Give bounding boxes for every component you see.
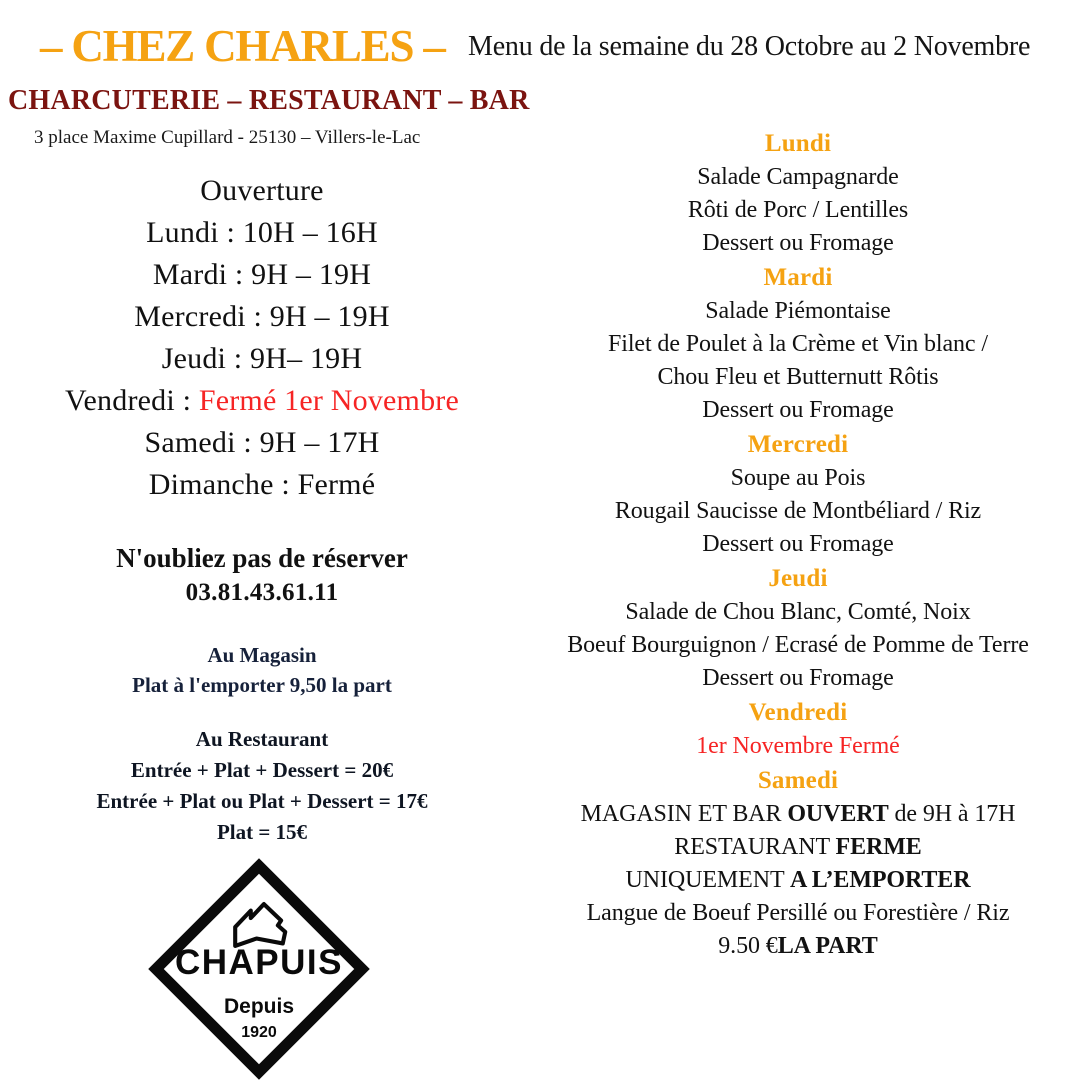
- menu-dish-line: Dessert ou Fromage: [702, 230, 894, 256]
- menu-day-heading: Samedi: [757, 767, 839, 794]
- opening-hours-row: [0, 380, 524, 422]
- shop-title: Au Magasin: [207, 643, 317, 667]
- weekly-menu-column: [516, 126, 1080, 963]
- menu-day-heading: Vendredi: [748, 699, 848, 726]
- menu-day-heading: Lundi: [764, 130, 832, 157]
- menu-dish-line: 1er Novembre Fermé: [696, 733, 900, 759]
- menu-dish-line: [516, 831, 1080, 864]
- restaurant-price-row: Entrée + Plat + Dessert = 20€: [130, 758, 394, 782]
- logo-name: CHAPUIS: [174, 943, 344, 982]
- menu-week-label: Menu de la semaine du 28 Octobre au 2 Novembre: [468, 31, 1031, 62]
- menu-dish-line: Dessert ou Fromage: [702, 531, 894, 557]
- opening-hours-day: Lundi :: [146, 216, 243, 249]
- menu-dish-line: Salade de Chou Blanc, Comté, Noix: [625, 599, 971, 625]
- menu-day-heading: Jeudi: [768, 565, 828, 592]
- opening-hours-list: [0, 212, 524, 506]
- dish-text-emphasis: A L’EMPORTER: [790, 867, 971, 893]
- menu-dish-line: Langue de Boeuf Persillé ou Forestière / Riz: [586, 900, 1010, 926]
- menu-dish-line: Soupe au Pois: [730, 465, 866, 491]
- logo-since-year: 1920: [241, 1024, 277, 1041]
- restaurant-title: Au Restaurant: [195, 727, 329, 751]
- logo-diamond-icon: [148, 858, 370, 1080]
- opening-hours-value: 9H – 19H: [269, 300, 390, 333]
- opening-hours-value: Fermé: [297, 468, 376, 501]
- opening-hours-value: 9H – 17H: [259, 426, 380, 459]
- menu-dish-line: [516, 798, 1080, 831]
- menu-day-heading: Mardi: [763, 264, 833, 291]
- dish-text-lead: UNIQUEMENT: [625, 867, 790, 893]
- menu-dish-line: Chou Fleu et Butternutt Rôtis: [657, 364, 939, 390]
- opening-hours-day: Mercredi :: [134, 300, 270, 333]
- brand-row: [0, 20, 1080, 74]
- opening-hours-day: Mardi :: [152, 258, 252, 291]
- opening-hours-row: [0, 212, 524, 254]
- logo-since-label: Depuis: [223, 995, 295, 1018]
- menu-dish-line: Salade Campagnarde: [697, 164, 899, 190]
- opening-hours-row: [0, 464, 524, 506]
- shop-takeaway-price: Plat à l'emporter 9,50 la part: [132, 673, 392, 697]
- dish-text-tail: de 9H à 17H: [888, 801, 1016, 827]
- opening-hours-value: 9H – 19H: [251, 258, 372, 291]
- opening-hours-row: [0, 254, 524, 296]
- opening-hours-value: 9H– 19H: [250, 342, 363, 375]
- reservation-phone[interactable]: 03.81.43.61.11: [185, 579, 339, 606]
- address-line: 3 place Maxime Cupillard - 25130 – Villers-le-Lac: [34, 127, 421, 148]
- opening-hours-value: Fermé 1er Novembre: [198, 384, 459, 417]
- opening-hours-row: [0, 338, 524, 380]
- restaurant-block: [0, 724, 524, 848]
- opening-hours-day: Dimanche :: [148, 468, 298, 501]
- opening-hours-heading: Ouverture: [200, 174, 324, 207]
- dish-text-emphasis: FERME: [835, 834, 922, 860]
- menu-dish-line: [516, 930, 1080, 963]
- opening-hours-day: Samedi :: [144, 426, 260, 459]
- dish-text-lead: RESTAURANT: [674, 834, 836, 860]
- business-type-subtitle: CHARCUTERIE – RESTAURANT – BAR: [8, 85, 530, 116]
- left-column: [0, 170, 524, 848]
- menu-dish-line: Dessert ou Fromage: [702, 397, 894, 423]
- restaurant-price-row: Entrée + Plat ou Plat + Dessert = 17€: [96, 789, 428, 813]
- menu-dish-line: Filet de Poulet à la Crème et Vin blanc /: [608, 331, 988, 357]
- reservation-title: N'oubliez pas de réserver: [116, 543, 408, 573]
- opening-hours-day: Jeudi :: [161, 342, 251, 375]
- menu-dish-line: Rôti de Porc / Lentilles: [687, 197, 909, 223]
- menu-dish-line: Boeuf Bourguignon / Ecrasé de Pomme de Terre: [567, 632, 1029, 658]
- menu-dish-line: Dessert ou Fromage: [702, 665, 894, 691]
- opening-hours-day: Vendredi :: [64, 384, 199, 417]
- restaurant-price-list: [0, 755, 524, 848]
- opening-hours-row: [0, 422, 524, 464]
- menu-dish-line: Rougail Saucisse de Montbéliard / Riz: [614, 498, 982, 524]
- brand-title: – CHEZ CHARLES –: [40, 21, 445, 71]
- shop-block: [0, 640, 524, 700]
- dish-text-emphasis: OUVERT: [787, 801, 889, 827]
- menu-dish-line: Salade Piémontaise: [705, 298, 891, 324]
- dish-text-lead: MAGASIN ET BAR: [580, 801, 788, 827]
- menu-day-heading: Mercredi: [747, 431, 849, 458]
- restaurant-price-row: Plat = 15€: [216, 820, 308, 844]
- chapuis-logo: [148, 858, 370, 1080]
- dish-text-emphasis: LA PART: [777, 933, 878, 959]
- dish-text-lead: 9.50 €: [718, 933, 778, 959]
- house-arrow-icon: [235, 904, 285, 946]
- menu-dish-line: [516, 864, 1080, 897]
- opening-hours-value: 10H – 16H: [242, 216, 378, 249]
- reservation-block: [0, 540, 524, 610]
- opening-hours-row: [0, 296, 524, 338]
